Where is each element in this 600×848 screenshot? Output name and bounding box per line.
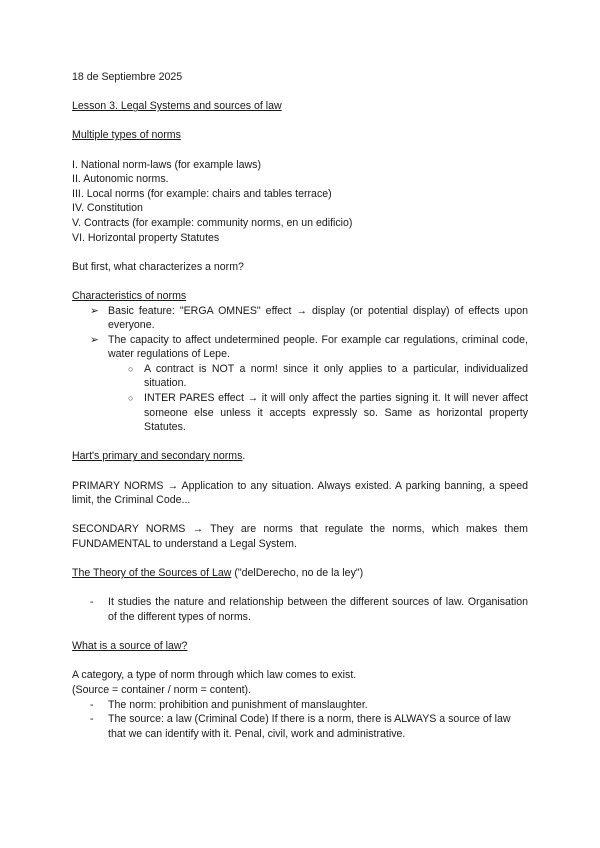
source-definition: A category, a type of norm through which law comes to exist. (72, 669, 357, 682)
question-text: But first, what characterizes a norm? (72, 260, 244, 273)
list-item (72, 391, 528, 435)
list-item (72, 362, 528, 391)
theory-heading-line (72, 566, 528, 581)
norm-type-item: IV. Constitution (72, 202, 143, 215)
harts-heading-suffix: . (242, 450, 246, 463)
norm-type-item: I. National norm-laws (for example laws) (72, 158, 261, 171)
arrow-bullet-icon: ➢ (90, 333, 99, 346)
arrow-bullet-icon: ➢ (90, 304, 99, 317)
dash-bullet-icon: - (90, 596, 94, 609)
norm-type-item: III. Local norms (for example: chairs and tables terrace) (72, 187, 332, 200)
list-item-text: A contract is NOT a norm! since it only applies to a particular, individualized situation. (144, 362, 528, 390)
harts-heading-line (72, 449, 528, 464)
source-equation: (Source = container / norm = content). (72, 683, 252, 696)
list-item (72, 595, 528, 624)
lesson-title: Lesson 3. Legal Systems and sources of law (72, 100, 282, 113)
document-date: 18 de Septiembre 2025 (72, 71, 183, 83)
multiple-types-heading: Multiple types of norms (72, 129, 181, 142)
characteristics-heading: Characteristics of norms (72, 289, 187, 302)
circle-bullet-icon: ○ (128, 393, 134, 404)
list-item-text: The source: a law (Criminal Code) If there is a norm, there is ALWAYS a source of law that we can identify with it. Penal, civil, work and administrative. (108, 713, 511, 740)
list-item-text: Basic feature: "ERGA OMNES" effect → display (or potential display) of effects upon everyone. (108, 304, 528, 332)
theory-heading: The Theory of the Sources of Law (72, 567, 232, 580)
norm-type-item: VI. Horizontal property Statutes (72, 231, 220, 244)
list-item (72, 333, 528, 362)
source-heading: What is a source of law? (72, 640, 188, 653)
theory-heading-suffix: ("delDerecho, no de la ley") (231, 567, 364, 580)
norm-type-item: V. Contracts (for example: community norms, en un edificio) (72, 216, 353, 229)
secondary-norms-text: SECONDARY NORMS → They are norms that regulate the norms, which makes them FUNDAMENTAL to understand a Legal System. (72, 523, 528, 550)
source-list (72, 698, 528, 742)
list-item-text: INTER PARES effect → it will only affect the parties signing it. It will never affect someone else unless it accepts expressly so. Same as horizontal property Statutes. (144, 392, 528, 434)
list-item-text: The norm: prohibition and punishment of manslaughter. (108, 698, 368, 711)
document-page (72, 70, 528, 741)
list-item-text: The capacity to affect undetermined people. For example car regulations, criminal code, water regulations of Lepe. (108, 333, 528, 361)
characteristics-list (72, 304, 528, 362)
theory-list (72, 595, 528, 624)
norm-types-list (72, 158, 528, 246)
harts-heading: Hart's primary and secondary norms (72, 450, 243, 463)
list-item (72, 698, 528, 713)
list-item (72, 712, 528, 741)
dash-bullet-icon: - (90, 713, 94, 726)
list-item (72, 304, 528, 333)
norm-type-item: II. Autonomic norms. (72, 173, 169, 186)
list-item-text: It studies the nature and relationship between the different sources of law. Organisation of the different types of norms. (108, 596, 528, 623)
characteristics-sublist (72, 362, 528, 435)
primary-norms-text: PRIMARY NORMS → Application to any situation. Always existed. A parking banning, a speed limit, the Criminal Code... (72, 479, 528, 507)
circle-bullet-icon: ○ (128, 363, 134, 374)
dash-bullet-icon: - (90, 698, 94, 711)
